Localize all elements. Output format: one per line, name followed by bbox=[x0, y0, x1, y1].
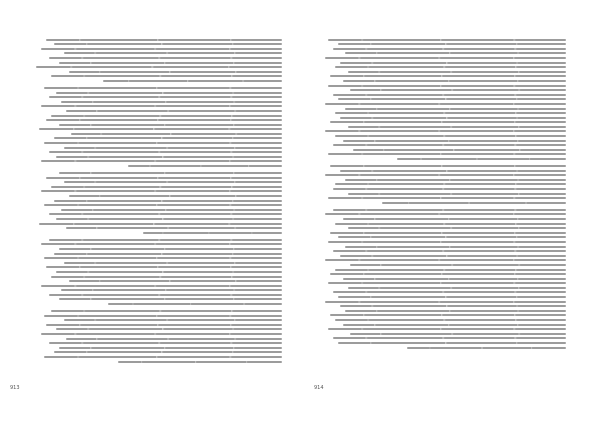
text-line bbox=[348, 193, 566, 195]
text-line bbox=[345, 179, 566, 181]
text-line bbox=[333, 250, 566, 252]
text-line bbox=[325, 174, 566, 176]
text-line bbox=[54, 43, 282, 45]
text-line bbox=[69, 71, 282, 73]
text-line bbox=[59, 62, 282, 64]
text-line bbox=[56, 156, 282, 158]
text-line bbox=[61, 209, 282, 211]
text-line bbox=[335, 223, 566, 225]
text-line bbox=[59, 248, 282, 250]
text-line bbox=[41, 333, 282, 335]
text-line bbox=[46, 177, 282, 179]
text-line bbox=[51, 115, 282, 117]
text-line bbox=[340, 170, 566, 172]
text-line bbox=[350, 333, 566, 335]
text-line bbox=[108, 303, 282, 305]
right-page-number: 914 bbox=[314, 385, 324, 391]
text-line bbox=[56, 92, 282, 94]
text-line bbox=[345, 246, 566, 248]
text-line bbox=[338, 342, 566, 344]
text-line bbox=[66, 338, 282, 340]
text-line bbox=[56, 218, 282, 220]
text-line bbox=[335, 183, 566, 185]
text-line bbox=[343, 218, 566, 220]
text-line bbox=[41, 105, 282, 107]
text-line bbox=[56, 271, 282, 273]
text-line bbox=[59, 298, 282, 300]
text-line bbox=[335, 66, 566, 68]
text-line bbox=[333, 94, 566, 96]
text-line bbox=[328, 85, 566, 87]
text-paragraph bbox=[318, 165, 566, 204]
text-line bbox=[343, 80, 566, 82]
text-line bbox=[345, 52, 566, 54]
text-line bbox=[382, 202, 566, 204]
text-line bbox=[64, 262, 282, 264]
text-line bbox=[328, 328, 566, 330]
text-line bbox=[41, 243, 282, 245]
text-line bbox=[46, 324, 282, 326]
text-paragraph bbox=[318, 209, 566, 349]
text-line bbox=[59, 172, 282, 174]
text-line bbox=[59, 347, 282, 349]
text-line bbox=[340, 62, 566, 64]
text-line bbox=[46, 266, 282, 268]
text-line bbox=[330, 273, 566, 275]
text-line bbox=[36, 66, 282, 68]
text-line bbox=[345, 310, 566, 312]
text-line bbox=[350, 264, 566, 266]
text-line bbox=[49, 239, 282, 241]
text-line bbox=[325, 57, 566, 59]
text-line bbox=[343, 278, 566, 280]
text-line bbox=[333, 209, 566, 211]
text-line bbox=[44, 87, 282, 89]
text-line bbox=[118, 361, 282, 363]
text-line bbox=[69, 280, 282, 282]
text-line bbox=[338, 43, 566, 45]
text-line bbox=[54, 200, 282, 202]
text-line bbox=[348, 227, 566, 229]
text-paragraph bbox=[34, 310, 282, 363]
text-line bbox=[41, 190, 282, 192]
text-line bbox=[348, 71, 566, 73]
text-paragraph bbox=[34, 87, 282, 167]
text-line bbox=[56, 328, 282, 330]
text-paragraph bbox=[34, 239, 282, 305]
text-line bbox=[335, 269, 566, 271]
text-line bbox=[61, 101, 282, 103]
text-line bbox=[66, 110, 282, 112]
text-line bbox=[340, 305, 566, 307]
text-line bbox=[44, 142, 282, 144]
text-line bbox=[353, 149, 566, 151]
text-line bbox=[343, 140, 566, 142]
text-line bbox=[103, 80, 282, 82]
text-line bbox=[325, 103, 566, 105]
text-line bbox=[61, 289, 282, 291]
text-line bbox=[41, 48, 282, 50]
text-line bbox=[328, 241, 566, 243]
text-line bbox=[338, 98, 566, 100]
text-line bbox=[51, 75, 282, 77]
text-line bbox=[64, 147, 282, 149]
text-line bbox=[54, 351, 282, 353]
text-line bbox=[340, 117, 566, 119]
text-line bbox=[44, 315, 282, 317]
text-line bbox=[333, 337, 566, 339]
text-line bbox=[340, 255, 566, 257]
text-line bbox=[51, 276, 282, 278]
right-page-text bbox=[318, 36, 566, 366]
text-line bbox=[51, 186, 282, 188]
text-line bbox=[44, 356, 282, 358]
text-line bbox=[39, 223, 282, 225]
text-line bbox=[54, 253, 282, 255]
text-line bbox=[343, 324, 566, 326]
text-line bbox=[59, 124, 282, 126]
text-line bbox=[44, 257, 282, 259]
text-line bbox=[143, 232, 282, 234]
text-line bbox=[330, 314, 566, 316]
text-line bbox=[49, 96, 282, 98]
text-line bbox=[49, 213, 282, 215]
text-line bbox=[39, 128, 282, 130]
text-paragraph bbox=[34, 172, 282, 234]
text-line bbox=[328, 153, 566, 155]
text-line bbox=[54, 137, 282, 139]
text-line bbox=[328, 39, 566, 41]
left-page-number: 913 bbox=[10, 385, 20, 391]
text-line bbox=[66, 227, 282, 229]
text-line bbox=[325, 130, 566, 132]
text-line bbox=[325, 301, 566, 303]
left-page-text bbox=[34, 36, 282, 366]
text-line bbox=[333, 291, 566, 293]
text-line bbox=[407, 347, 566, 349]
text-line bbox=[335, 112, 566, 114]
text-line bbox=[330, 121, 566, 123]
text-line bbox=[330, 232, 566, 234]
text-line bbox=[335, 135, 566, 137]
text-line bbox=[49, 57, 282, 59]
text-line bbox=[333, 144, 566, 146]
text-line bbox=[41, 160, 282, 162]
text-line bbox=[51, 310, 282, 312]
text-line bbox=[46, 39, 282, 41]
text-line bbox=[44, 204, 282, 206]
text-line bbox=[397, 158, 566, 160]
text-line bbox=[49, 294, 282, 296]
text-line bbox=[338, 296, 566, 298]
text-line bbox=[328, 197, 566, 199]
text-line bbox=[49, 342, 282, 344]
text-line bbox=[330, 165, 566, 167]
text-paragraph bbox=[318, 39, 566, 160]
text-line bbox=[335, 319, 566, 321]
text-line bbox=[41, 285, 282, 287]
text-line bbox=[350, 89, 566, 91]
text-line bbox=[71, 133, 282, 135]
text-line bbox=[328, 282, 566, 284]
text-line bbox=[46, 119, 282, 121]
text-line bbox=[348, 287, 566, 289]
text-line bbox=[348, 126, 566, 128]
text-line bbox=[333, 188, 566, 190]
text-line bbox=[325, 213, 566, 215]
text-line bbox=[345, 108, 566, 110]
text-line bbox=[330, 75, 566, 77]
text-line bbox=[69, 195, 282, 197]
text-line bbox=[64, 319, 282, 321]
text-line bbox=[333, 48, 566, 50]
text-line bbox=[64, 52, 282, 54]
text-line bbox=[338, 236, 566, 238]
text-line bbox=[128, 165, 282, 167]
text-line bbox=[49, 151, 282, 153]
text-paragraph bbox=[34, 39, 282, 82]
text-line bbox=[325, 259, 566, 261]
text-line bbox=[64, 181, 282, 183]
